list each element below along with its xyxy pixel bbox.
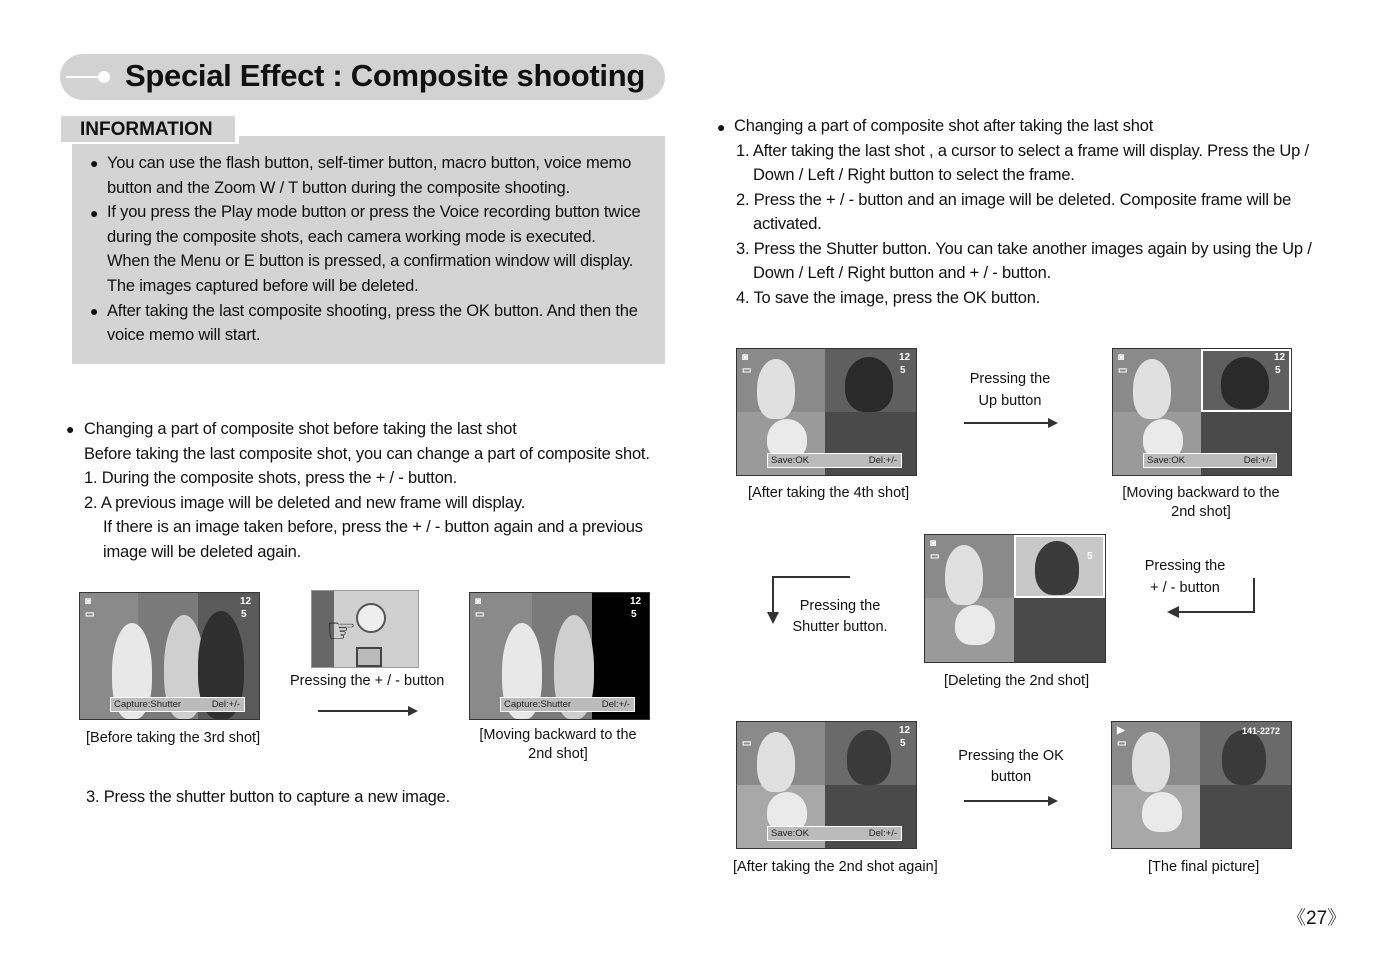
image-size: 5: [1087, 551, 1093, 562]
bride-figure: [1132, 732, 1170, 792]
info-line: voice memo will start.: [107, 326, 261, 344]
caption-line: Pressing the: [969, 371, 1051, 387]
camera-mode-icon: ◙: [85, 596, 92, 607]
bouquet-figure: [1142, 792, 1182, 832]
caption-line: Up button: [978, 393, 1042, 409]
delete-label: Del:+/-: [1243, 455, 1272, 466]
caption: [479, 726, 637, 764]
caption-line: Pressing the: [1144, 558, 1226, 574]
bullet-icon: ●: [90, 205, 99, 221]
left-line: Before taking the last composite shot, you can change a part of composite shot.: [84, 445, 650, 463]
right-line: 4. To save the image, press the OK button.: [736, 289, 1041, 307]
delete-label: Del:+/-: [868, 828, 897, 839]
info-line: After taking the last composite shooting, press the OK button. And then the: [107, 302, 638, 320]
title-decoration-line: [66, 76, 102, 78]
capture-label: Capture:Shutter: [504, 699, 572, 710]
caption: [Deleting the 2nd shot]: [944, 673, 1090, 689]
camera-mode-icon: ◙: [930, 538, 937, 549]
camera-screen-after-4th: [736, 348, 917, 476]
camera-screen-moving-back: [469, 592, 650, 720]
status-bar: [767, 453, 902, 468]
title-decoration-dot: [98, 71, 110, 83]
caption: [950, 746, 1072, 788]
delete-label: Del:+/-: [601, 699, 630, 710]
caption: [After taking the 2nd shot again]: [733, 859, 938, 875]
caption: [1133, 555, 1237, 599]
play-mode-icon: ▶: [1117, 725, 1125, 736]
bullet-icon: ●: [717, 119, 726, 135]
capture-label: Capture:Shutter: [114, 699, 182, 710]
battery-icon: ▭: [930, 551, 940, 562]
caption: Pressing the + / - button: [290, 673, 445, 689]
arrow-left-icon: [1167, 606, 1179, 618]
camera-mode-icon: ◙: [475, 596, 482, 607]
bride-figure: [757, 732, 795, 792]
battery-icon: ▭: [85, 609, 95, 620]
right-line: Down / Left / Right button to select the frame.: [753, 166, 1075, 184]
arrow-right-icon: [964, 422, 1050, 424]
image-size: 5: [241, 609, 247, 620]
left-line: If there is an image taken before, press the + / - button again and a previous: [103, 518, 643, 536]
status-bar: [110, 697, 245, 712]
status-bar: [767, 826, 902, 841]
status-bar: [500, 697, 635, 712]
shot-count: 12: [630, 596, 642, 607]
camera-screen-final: [1111, 721, 1292, 849]
battery-icon: ▭: [1117, 738, 1127, 749]
camera-mode-icon: ◙: [742, 352, 749, 363]
caption-line: Pressing the OK: [958, 748, 1064, 764]
left-heading: Changing a part of composite shot before taking the last shot: [84, 420, 517, 438]
info-line: The images captured before will be deleted.: [107, 277, 419, 295]
caption-line: Shutter button.: [792, 619, 888, 635]
caption-line: 2nd shot]: [1171, 504, 1231, 520]
info-line: If you press the Play mode button or press the Voice recording button twice: [107, 203, 641, 221]
caption: [After taking the 4th shot]: [748, 485, 910, 501]
arrow-right-icon: [318, 710, 410, 712]
page-number: 《27》: [1287, 908, 1347, 929]
caption-line: [Moving backward to the: [479, 727, 637, 743]
left-line: 1. During the composite shots, press the + / - button.: [84, 469, 458, 487]
groom-figure: [847, 730, 891, 785]
right-line: activated.: [753, 215, 822, 233]
groom-figure: [1035, 541, 1079, 595]
groom-figure: [845, 357, 893, 412]
left-line: image will be deleted again.: [103, 543, 302, 561]
groom-figure: [1222, 730, 1266, 785]
camera-screen-before-3rd: [79, 592, 260, 720]
info-line: during the composite shots, each camera working mode is executed.: [107, 228, 596, 246]
bullet-icon: ●: [66, 421, 75, 437]
arrow-down-icon: [767, 612, 779, 624]
corner-arrow-line: [772, 576, 850, 578]
file-number: 141-2272: [1242, 726, 1281, 736]
right-heading: Changing a part of composite shot after taking the last shot: [734, 117, 1154, 135]
right-line: Down / Left / Right button and + / - button.: [753, 264, 1052, 282]
info-line: button and the Zoom W / T button during the composite shooting.: [107, 179, 570, 197]
shot-count: 12: [899, 352, 911, 363]
status-bar: [1143, 453, 1277, 468]
caption: [950, 368, 1070, 412]
groom-figure: [1221, 357, 1269, 409]
battery-icon: ▭: [742, 738, 752, 749]
caption: [786, 596, 894, 638]
image-size: 5: [900, 738, 906, 749]
shot-count: 12: [899, 725, 911, 736]
caption: [The final picture]: [1148, 859, 1260, 875]
camera-button-photo: [311, 590, 419, 668]
arrow-right-icon: [964, 800, 1050, 802]
caption: [Before taking the 3rd shot]: [86, 730, 261, 746]
delete-label: Del:+/-: [868, 455, 897, 466]
caption-line: button: [990, 769, 1032, 785]
bride-figure: [1133, 359, 1171, 419]
save-label: Save:OK: [1147, 455, 1186, 466]
battery-icon: ▭: [1118, 365, 1128, 376]
battery-icon: ▭: [475, 609, 485, 620]
corner-arrow-line: [772, 576, 774, 616]
bullet-icon: ●: [90, 303, 99, 319]
corner-arrow-line: [1178, 611, 1255, 613]
info-line: You can use the flash button, self-timer button, macro button, voice memo: [107, 154, 632, 172]
camera-screen-2nd-again: [736, 721, 917, 849]
caption-line: Pressing the: [799, 598, 881, 614]
caption-line: [Moving backward to the: [1122, 485, 1280, 501]
step-3: 3. Press the shutter button to capture a new image.: [86, 788, 451, 806]
bouquet-figure: [955, 605, 995, 645]
image-size: 5: [1275, 365, 1281, 376]
page-title: Special Effect : Composite shooting: [125, 58, 645, 93]
shot-count: 12: [1274, 352, 1286, 363]
hand-pointer-icon: ☞: [326, 612, 357, 650]
camera-mode-icon: ◙: [1118, 352, 1125, 363]
delete-label: Del:+/-: [211, 699, 240, 710]
save-label: Save:OK: [771, 455, 810, 466]
save-label: Save:OK: [771, 828, 810, 839]
right-line: 1. After taking the last shot , a cursor to select a frame will display. Press the Up /: [736, 142, 1309, 160]
bride-figure: [757, 359, 795, 419]
image-size: 5: [631, 609, 637, 620]
camera-screen-deleting-2nd: [924, 534, 1106, 663]
right-line: 2. Press the + / - button and an image will be deleted. Composite frame will be: [736, 191, 1292, 209]
bride-figure: [945, 545, 983, 605]
image-size: 5: [900, 365, 906, 376]
corner-arrow-line: [1253, 578, 1255, 612]
information-label: INFORMATION: [80, 119, 213, 140]
bullet-icon: ●: [90, 155, 99, 171]
battery-icon: ▭: [742, 365, 752, 376]
caption: [1120, 484, 1282, 522]
caption-line: 2nd shot]: [528, 746, 588, 762]
info-line: When the Menu or E button is pressed, a confirmation window will display.: [107, 252, 634, 270]
right-line: 3. Press the Shutter button. You can take another images again by using the Up /: [736, 240, 1312, 258]
camera-screen-moving-back-2nd: [1112, 348, 1292, 476]
shot-count: 12: [240, 596, 252, 607]
caption-line: + / - button: [1150, 580, 1220, 596]
left-line: 2. A previous image will be deleted and new frame will display.: [84, 494, 526, 512]
